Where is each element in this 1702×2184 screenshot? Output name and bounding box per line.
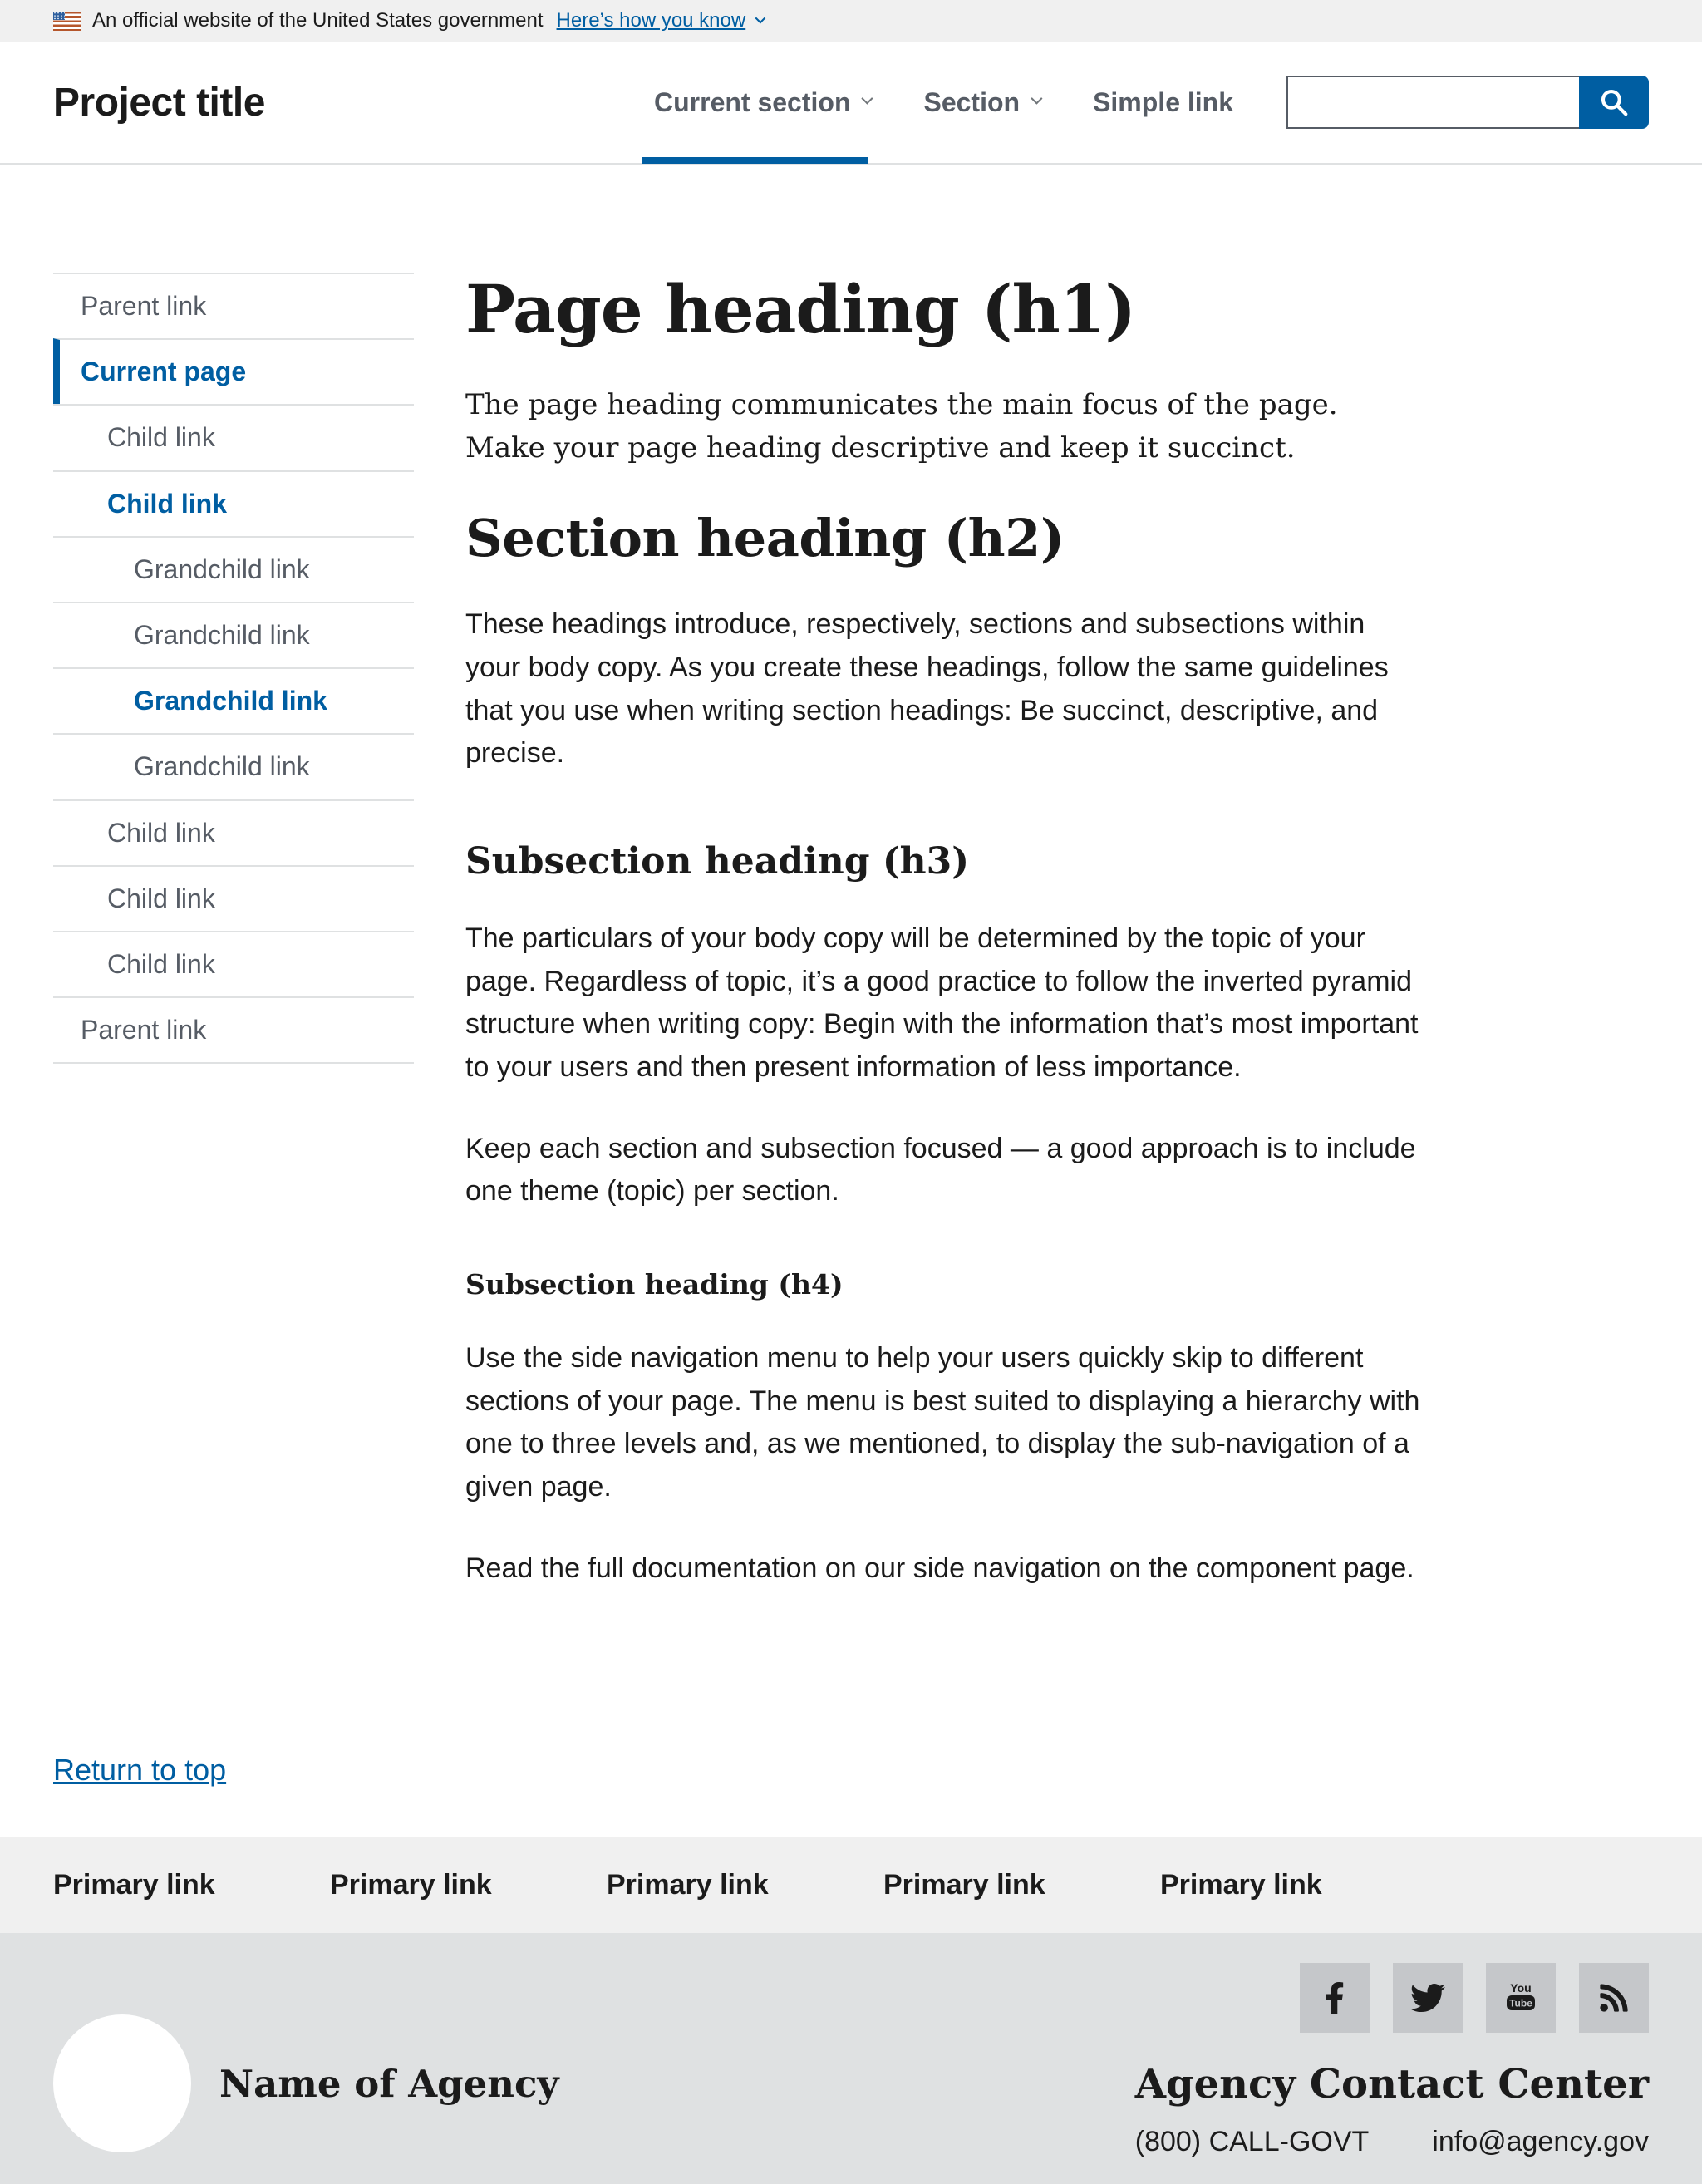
intro-paragraph: The page heading communicates the main focus of the page. Make your page heading descriptive and keep it succinct.: [465, 388, 1338, 465]
sidenav-item-child[interactable]: Child link: [53, 799, 414, 865]
nav-item-current-section[interactable]: [654, 41, 870, 164]
site-header: [0, 42, 1702, 165]
return-to-top-wrap: [0, 1753, 1702, 1788]
primary-nav: [654, 41, 1286, 164]
contact-line: [1135, 2126, 1649, 2158]
search-input[interactable]: [1286, 76, 1579, 129]
chevron-down-icon: [755, 12, 766, 23]
section-heading: Section heading (h2): [465, 508, 1065, 569]
subsection-body-1: The particulars of your body copy will be determined by the topic of your page. Regardless of topic, it’s a good practice to follow the inverted pyramid structure when writing copy: Begin with the information that’s most important to your users and then present information of less importance.: [465, 922, 1419, 1084]
gov-banner: [0, 0, 1702, 42]
gov-banner-text: An official website of the United States government: [92, 9, 544, 32]
twitter-icon: [1410, 1980, 1445, 2015]
us-flag-icon: [53, 12, 81, 31]
sidenav-item-grandchild[interactable]: Grandchild link: [53, 733, 414, 799]
facebook-icon: [1319, 1982, 1350, 2014]
rss-icon: [1598, 1982, 1630, 2014]
heres-how-you-know-label: Here’s how you know: [556, 9, 746, 32]
social-links: [1276, 1963, 1649, 2033]
subsection-body-3: Use the side navigation menu to help your users quickly skip to different sections of your page. The menu is best suited to displaying a hierarchy with one to three levels and, as we mentioned, to display the sub-navigation of a given page.: [465, 1342, 1420, 1503]
agency-block: [53, 2014, 559, 2152]
sidenav-item-child[interactable]: Child link: [53, 865, 414, 931]
sidenav-item-child[interactable]: Child link: [53, 404, 414, 470]
side-navigation: [53, 273, 414, 1628]
sidenav-item-grandchild[interactable]: Grandchild link: [53, 536, 414, 602]
footer-primary-link[interactable]: Primary link: [1160, 1869, 1322, 1901]
contact-phone-link[interactable]: (800) CALL-GOVT: [1134, 2126, 1370, 2158]
closing-paragraph: Read the full documentation on our side navigation on the component page.: [465, 1552, 1414, 1584]
footer-primary-link[interactable]: Primary link: [53, 1869, 215, 1901]
search-form: [1286, 76, 1649, 129]
agency-name: Name of Agency: [219, 2061, 559, 2106]
svg-text:Tube: Tube: [1509, 1997, 1532, 2009]
contact-heading: Agency Contact Center: [1134, 2061, 1649, 2108]
contact-email-link[interactable]: info@agency.gov: [1432, 2126, 1649, 2158]
nav-item-simple-link[interactable]: [1093, 41, 1233, 164]
section-body: These headings introduce, respectively, sections and subsections within your body copy. As you create these headings, follow the same guidelines that you use when writing section headings: Be succinct, descriptive, and precise.: [465, 608, 1389, 770]
nav-item-label: Current section: [654, 86, 851, 117]
subsection-body-2: Keep each section and subsection focused — a good approach is to include one theme (topic) per section.: [465, 1132, 1416, 1208]
youtube-link[interactable]: [1486, 1963, 1556, 2033]
subsection-heading-h4: Subsection heading (h4): [465, 1268, 844, 1301]
main-content: [465, 270, 1649, 1628]
contact-block: [1135, 1963, 1649, 2158]
search-button[interactable]: [1579, 76, 1649, 129]
rss-link[interactable]: [1579, 1963, 1649, 2033]
footer-primary-link[interactable]: Primary link: [330, 1869, 492, 1901]
sidenav-item-grandchild[interactable]: Grandchild link: [53, 602, 414, 667]
twitter-link[interactable]: [1393, 1963, 1463, 2033]
page-heading: Page heading (h1): [465, 270, 1136, 348]
sidenav-item-parent[interactable]: Parent link: [53, 996, 414, 1064]
sidenav-item-parent[interactable]: Parent link: [53, 273, 414, 338]
heres-how-you-know-link[interactable]: [557, 9, 764, 32]
nav-item-section[interactable]: [923, 41, 1040, 164]
nav-item-label: Simple link: [1093, 86, 1233, 117]
svg-text:You: You: [1510, 1981, 1532, 1995]
chevron-down-icon: [862, 93, 873, 105]
sidenav-item-current-page[interactable]: Current page: [53, 338, 414, 404]
footer-primary-link[interactable]: Primary link: [883, 1869, 1045, 1901]
search-icon: [1598, 86, 1630, 118]
footer-primary-nav: [0, 1837, 1702, 1933]
footer-primary-link[interactable]: Primary link: [607, 1869, 769, 1901]
chevron-down-icon: [1031, 93, 1042, 105]
nav-item-label: Section: [923, 86, 1021, 117]
return-to-top-link[interactable]: Return to top: [53, 1753, 227, 1788]
subsection-heading-h3: Subsection heading (h3): [465, 840, 970, 883]
youtube-icon: [1501, 1978, 1541, 2018]
header-right: [654, 41, 1649, 164]
sidenav-item-grandchild-active[interactable]: Grandchild link: [53, 667, 414, 733]
footer-secondary: [0, 1933, 1702, 2184]
content-row: [0, 270, 1702, 1628]
site-title: Project title: [53, 80, 265, 125]
facebook-link[interactable]: [1300, 1963, 1370, 2033]
sidenav-item-child-active[interactable]: Child link: [53, 470, 414, 536]
sidenav-item-child[interactable]: Child link: [53, 931, 414, 996]
agency-logo: [53, 2014, 191, 2152]
